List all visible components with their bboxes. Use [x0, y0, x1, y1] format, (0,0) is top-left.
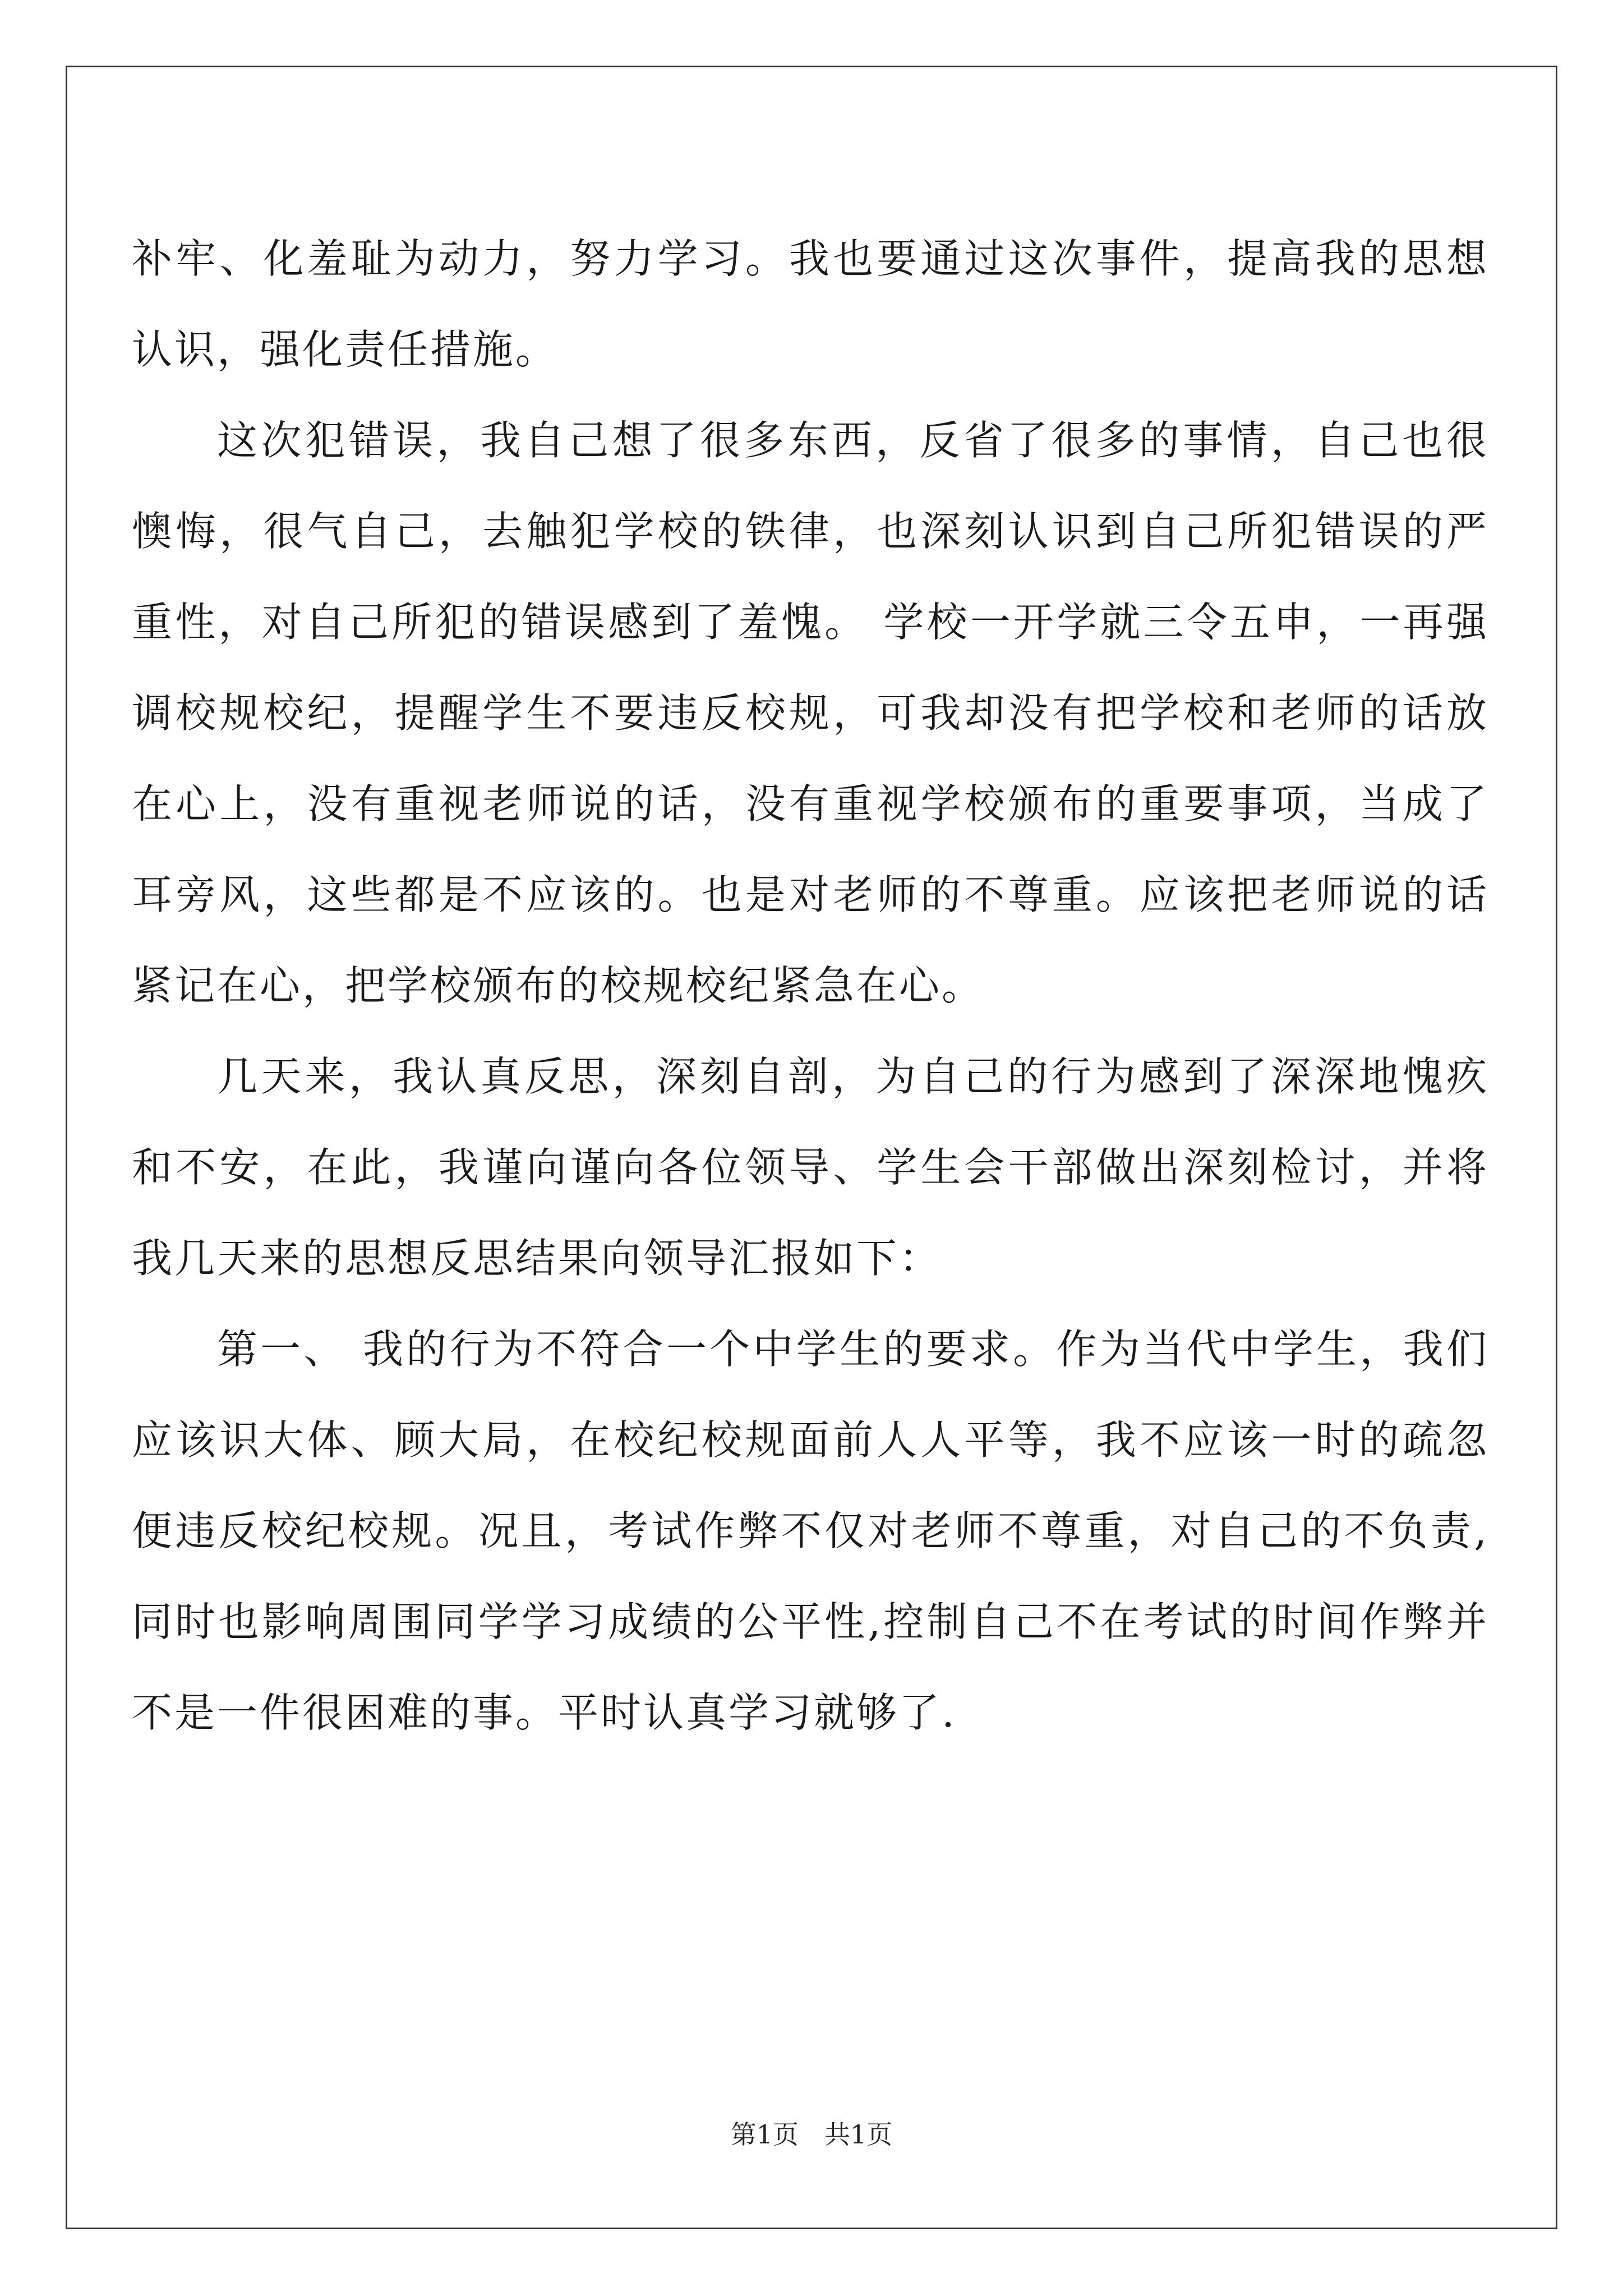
paragraph-4: 第一、 我的行为不符合一个中学生的要求。作为当代中学生，我们应该识大体、顾大局，在校纪校规面前人人平等，我不应该一时的疏忽便违反校纪校规。况且，考试作弊不仅对老师不尊重，对自己的不负责,同时也影响周围同学学习成绩的公平性,控制自己不在考试的时间作弊并不是一件很困难的事。平时认真学习就够了.: [132, 1326, 1489, 1736]
paragraph-1: 补牢、化羞耻为动力，努力学习。我也要通过这次事件，提高我的思想认识，强化责任措施。: [132, 235, 1489, 373]
paragraph-3: 几天来，我认真反思，深刻自剖，为自己的行为感到了深深地愧疚和不安，在此，我谨向谨向各位领导、学生会干部做出深刻检讨，并将我几天来的思想反思结果向领导汇报如下：: [132, 1053, 1489, 1282]
page-number-footer: 第1页 共1页: [730, 2119, 893, 2150]
document-body: [132, 213, 1489, 1758]
paragraph-2: 这次犯错误，我自己想了很多东西，反省了很多的事情，自己也很懊悔，很气自己，去触犯学校的铁律，也深刻认识到自己所犯错误的严重性，对自己所犯的错误感到了羞愧。 学校一开学就三令五申，一再强调校规校纪，提醒学生不要违反校规，可我却没有把学校和老师的话放在心上，没有重视老师说的话，没有重视学校颁布的重要事项，当成了耳旁风，这些都是不应该的。也是对老师的不尊重。应该把老师说的话紧记在心，把学校颁布的校规校纪紧急在心。: [132, 417, 1489, 1009]
